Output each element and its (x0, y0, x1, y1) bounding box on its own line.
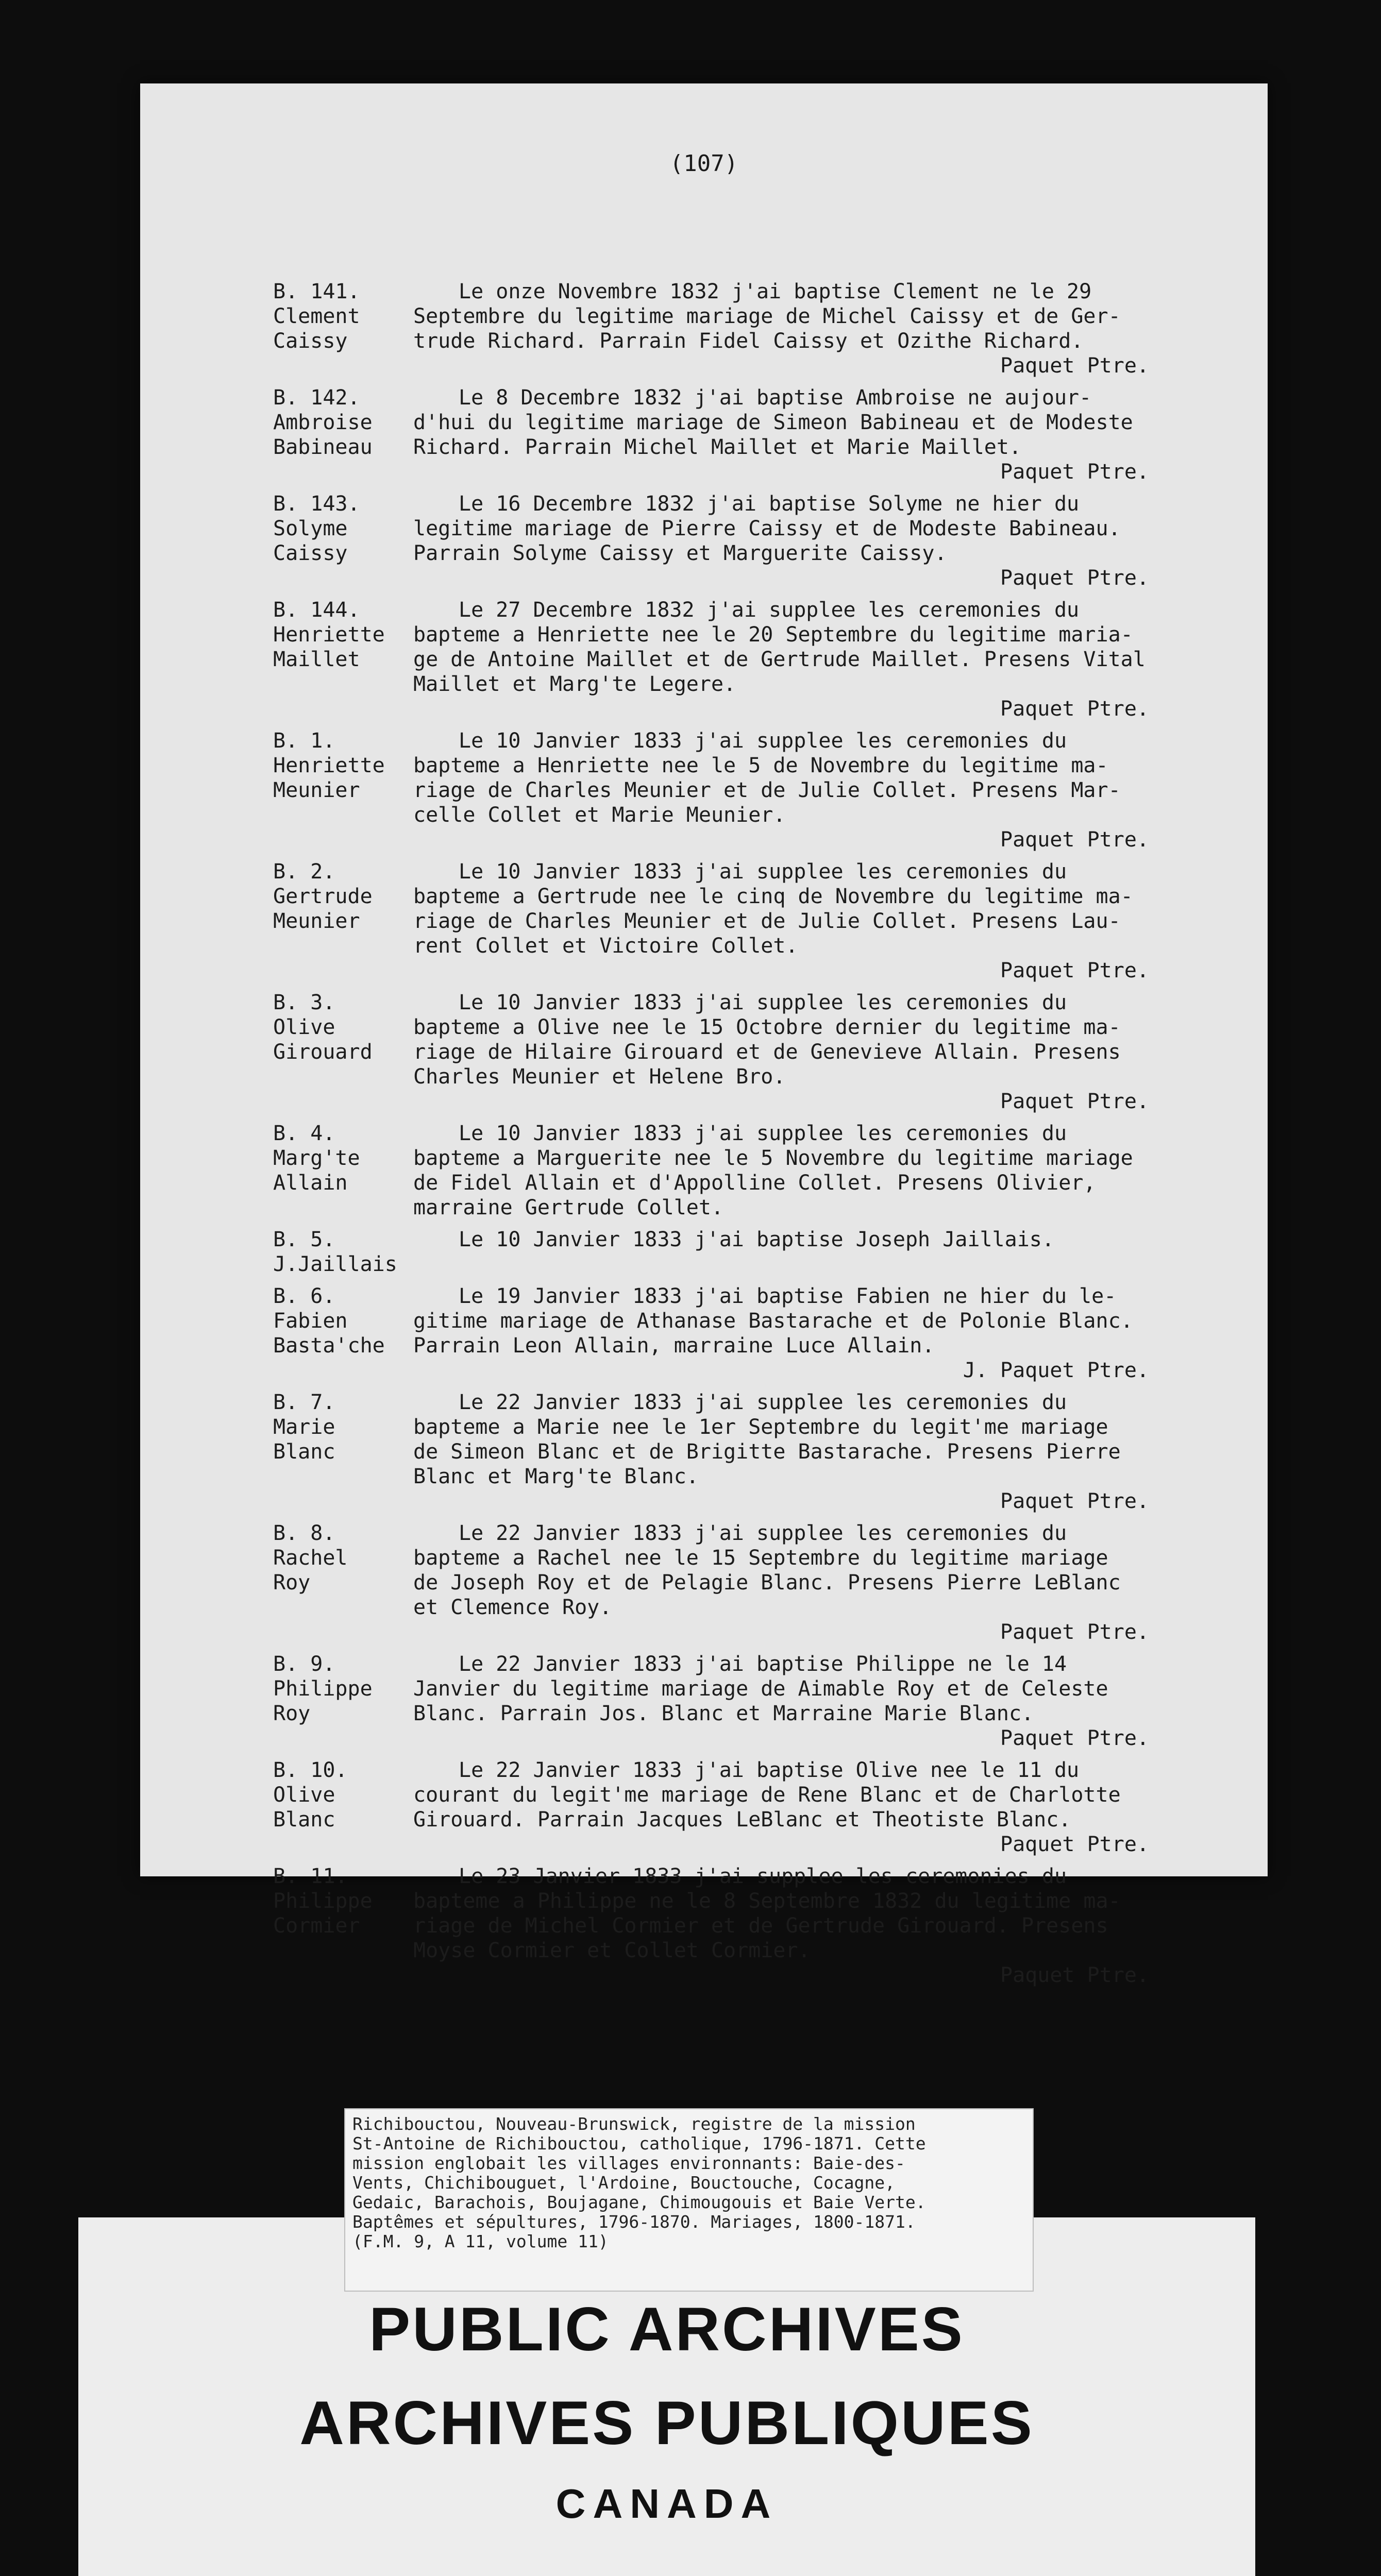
collection-label (344, 2108, 1034, 2292)
entry-signature: Paquet Ptre. (1000, 1726, 1149, 1750)
entry-body (413, 385, 1252, 484)
entry-body (413, 492, 1252, 590)
entry-margin-note: B. 10. Olive Blanc (273, 1758, 348, 1832)
register-entry (273, 1652, 1252, 1751)
entry-body (413, 1284, 1252, 1383)
entry-paragraph: Le 22 Janvier 1833 j'ai supplee les ceremonies du bapteme a Rachel nee le 15 Septembre du legitime mariage de Joseph Roy et de Pelagie Blanc. Presens Pierre LeBlanc et Clemence Roy. (413, 1521, 1121, 1619)
entry-margin-note: B. 1. Henriette Meunier (273, 729, 385, 802)
register-page (140, 83, 1268, 1987)
entry-paragraph: Le 8 Decembre 1832 j'ai baptise Ambroise ne aujour- d'hui du legitime mariage de Simeon Babineau et de Modeste Richard. Parrain Michel Maillet et Marie Maillet. (413, 386, 1133, 459)
register-entry (273, 1758, 1252, 1857)
register-entry (273, 859, 1252, 983)
entry-paragraph: Le 22 Janvier 1833 j'ai supplee les ceremonies du bapteme a Marie nee le 1er Septembre du legit'me mariage de Simeon Blanc et de Brigitte Bastarache. Presens Pierre Blanc et Marg'te Blanc. (413, 1391, 1121, 1488)
register-entry (273, 1121, 1252, 1220)
entry-body (413, 598, 1252, 721)
entry-margin-note: B. 141. Clement Caissy (273, 280, 360, 353)
entry-signature: Paquet Ptre. (1000, 1963, 1149, 1987)
entry-signature: Paquet Ptre. (1000, 566, 1149, 590)
entry-margin-note: B. 7. Marie Blanc (273, 1391, 335, 1464)
register-entries (273, 279, 1252, 1995)
entry-margin-note: B. 11. Philippe Cormier (273, 1865, 373, 1938)
banner-line-archives-publiques: ARCHIVES PUBLIQUES (299, 2388, 1034, 2458)
entry-signature: Paquet Ptre. (1000, 1620, 1149, 1644)
entry-signature: Paquet Ptre. (1000, 460, 1149, 484)
entry-signature: J. Paquet Ptre. (963, 1359, 1149, 1382)
entry-paragraph: Le 16 Decembre 1832 j'ai baptise Solyme ne hier du legitime mariage de Pierre Caissy et de Modeste Babineau. Parrain Solyme Caissy et Marguerite Caissy. (413, 492, 1121, 565)
entry-margin-note: B. 2. Gertrude Meunier (273, 860, 373, 933)
entry-body (413, 1121, 1252, 1220)
register-entry (273, 1390, 1252, 1514)
entry-paragraph: Le 10 Janvier 1833 j'ai supplee les ceremonies du bapteme a Gertrude nee le cinq de Novembre du legitime ma- riage de Charles Meunier et de Julie Collet. Presens Lau- rent Collet et Victoire Collet. (413, 860, 1133, 958)
entry-paragraph: Le 22 Janvier 1833 j'ai baptise Olive nee le 11 du courant du legit'me mariage de Rene Blanc et de Charlotte Girouard. Parrain Jacques LeBlanc et Theotiste Blanc. (413, 1758, 1121, 1832)
entry-margin-note: B. 6. Fabien Basta'che (273, 1284, 385, 1358)
entry-signature: Paquet Ptre. (1000, 354, 1149, 378)
page-number: (107) (669, 150, 738, 177)
register-entry (273, 279, 1252, 378)
entry-body (413, 1864, 1252, 1988)
entry-body (413, 1758, 1252, 1857)
entry-margin-note: B. 8. Rachel Roy (273, 1521, 348, 1595)
banner-line-public-archives: PUBLIC ARCHIVES (369, 2295, 965, 2364)
register-entry (273, 598, 1252, 721)
entry-body (413, 1652, 1252, 1751)
entry-paragraph: Le onze Novembre 1832 j'ai baptise Clement ne le 29 Septembre du legitime mariage de Michel Caissy et de Ger- trude Richard. Parrain Fidel Caissy et Ozithe Richard. (413, 280, 1121, 353)
entry-body (413, 859, 1252, 983)
register-entry (273, 990, 1252, 1114)
banner-line-canada: CANADA (555, 2481, 778, 2527)
entry-margin-note: B. 144. Henriette Maillet (273, 598, 385, 671)
entry-margin-note: B. 142. Ambroise Babineau (273, 386, 373, 459)
entry-body (413, 728, 1252, 852)
entry-body (413, 990, 1252, 1114)
entry-margin-note: B. 4. Marg'te Allain (273, 1122, 360, 1195)
entry-margin-note: B. 5. J.Jaillais (273, 1228, 397, 1276)
register-entry (273, 492, 1252, 590)
entry-paragraph: Le 19 Janvier 1833 j'ai baptise Fabien ne hier du le- gitime mariage de Athanase Bastarache et de Polonie Blanc. Parrain Leon Allain, marraine Luce Allain. (413, 1284, 1133, 1358)
entry-paragraph: Le 10 Janvier 1833 j'ai supplee les ceremonies du bapteme a Marguerite nee le 5 Novembre du legitime mariage de Fidel Allain et d'Appolline Collet. Presens Olivier, marraine Gertrude Collet. (413, 1122, 1133, 1219)
register-entry (273, 1864, 1252, 1988)
entry-paragraph: Le 23 Janvier 1833 j'ai supplee les ceremonies du bapteme a Philippe ne le 8 Septembre 1832 du legitime ma- riage de Michel Cormier et de Gertrude Girouard. Presens Moyse Cormier et Collet Cormier. (413, 1865, 1121, 1962)
entry-signature: Paquet Ptre. (1000, 1833, 1149, 1856)
entry-paragraph: Le 22 Janvier 1833 j'ai baptise Philippe ne le 14 Janvier du legitime mariage de Aimable Roy et de Celeste Blanc. Parrain Jos. Blanc et Marraine Marie Blanc. (413, 1652, 1108, 1725)
entry-paragraph: Le 27 Decembre 1832 j'ai supplee les ceremonies du bapteme a Henriette nee le 20 Septembre du legitime maria- ge de Antoine Maillet et de Gertrude Maillet. Presens Vital Maillet et Marg'te Legere. (413, 598, 1146, 696)
entry-body (413, 1227, 1252, 1277)
register-entry (273, 1284, 1252, 1383)
entry-paragraph: Le 10 Janvier 1833 j'ai supplee les ceremonies du bapteme a Olive nee le 15 Octobre dernier du legitime ma- riage de Hilaire Girouard et de Genevieve Allain. Presens Charles Meunier et Helene Bro. (413, 991, 1121, 1089)
register-entry (273, 1227, 1252, 1277)
entry-body (413, 1521, 1252, 1645)
entry-paragraph: Le 10 Janvier 1833 j'ai baptise Joseph Jaillais. (459, 1228, 1054, 1251)
entry-body (413, 279, 1252, 378)
entry-signature: Paquet Ptre. (1000, 1090, 1149, 1113)
collection-label-text: Richibouctou, Nouveau-Brunswick, registre de la mission St-Antoine de Richibouctou, catholique, 1796-1871. Cette mission englobait les villages environnants: Baie-des- Vents, Chichibouguet, l'Ardoine, Bouctouche, Cocagne, Gedaic, Barachois, Boujagane, Chimougouis et Baie Verte. Baptêmes et sépultures, 1796-1870. Mariages, 1800-1871. (F.M. 9, A 11, volume 11) (352, 2114, 926, 2251)
entry-signature: Paquet Ptre. (1000, 828, 1149, 852)
entry-margin-note: B. 3. Olive Girouard (273, 991, 373, 1064)
entry-signature: Paquet Ptre. (1000, 959, 1149, 982)
register-entry (273, 728, 1252, 852)
entry-signature: Paquet Ptre. (1000, 697, 1149, 721)
entry-paragraph: Le 10 Janvier 1833 j'ai supplee les ceremonies du bapteme a Henriette nee le 5 de Novembre du legitime ma- riage de Charles Meunier et de Julie Collet. Presens Mar- celle Collet et Marie Meunier. (413, 729, 1121, 827)
register-entry (273, 1521, 1252, 1645)
entry-body (413, 1390, 1252, 1514)
entry-signature: Paquet Ptre. (1000, 1489, 1149, 1513)
entry-margin-note: B. 9. Philippe Roy (273, 1652, 373, 1725)
register-entry (273, 385, 1252, 484)
entry-margin-note: B. 143. Solyme Caissy (273, 492, 360, 565)
